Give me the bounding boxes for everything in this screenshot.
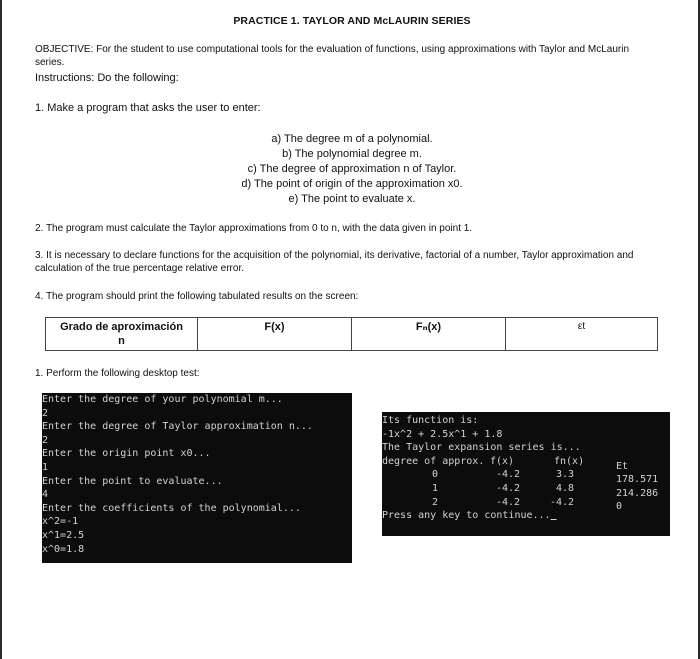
terminal-output-screenshot: [382, 412, 670, 536]
terminal-footer: [382, 509, 557, 523]
terminal-line: Its function is:: [382, 415, 479, 426]
header-fnx: Fₙ(x): [352, 318, 506, 351]
terminal-line: Enter the degree of your polynomial m...: [42, 394, 283, 405]
option-c: c) The degree of approximation n of Taylor.: [247, 163, 457, 175]
terminal-line: Enter the coefficients of the polynomial...: [42, 502, 301, 514]
objective-text: OBJECTIVE: For the student to use computational tools for the evaluation of functions, using approximations with Taylor and McLaurin: [35, 44, 630, 55]
item-2-text: 2. The program must calculate the Taylor approximations from 0 to n, with the data given in point 1.: [35, 223, 473, 234]
item-1-text: 1. Make a program that asks the user to enter:: [35, 102, 261, 114]
terminal-line: The Taylor expansion series is...: [382, 442, 581, 454]
cursor-icon: [551, 510, 557, 521]
terminal-header-et: Et: [616, 461, 629, 472]
terminal-line: 2: [42, 407, 49, 419]
terminal-line: x^2=-1: [42, 516, 79, 528]
terminal-row-fx: -4.2: [496, 483, 521, 494]
option-b: b) The polynomial degree m.: [282, 148, 422, 160]
terminal-line: 1: [42, 462, 49, 473]
terminal-row-fnx: 3.3: [556, 469, 575, 481]
page-title: PRACTICE 1. TAYLOR AND McLAURIN SERIES: [233, 15, 471, 27]
terminal-line: Enter the degree of Taylor approximation n...: [42, 421, 313, 433]
option-a: a) The degree m of a polynomial.: [271, 133, 433, 145]
item-3-text-cont: calculation of the true percentage relative error.: [35, 263, 245, 274]
terminal-line: 4: [42, 489, 49, 501]
terminal-header-fnx: fn(x): [554, 455, 585, 467]
terminal-line: 2: [42, 434, 49, 446]
item-4-text: 4. The program should print the following tabulated results on the screen:: [35, 291, 359, 302]
option-e: e) The point to evaluate x.: [288, 193, 416, 205]
terminal-line: x^0=1.8: [42, 543, 85, 555]
desktop-test-text: 1. Perform the following desktop test:: [35, 368, 200, 379]
terminal-input-screenshot: [42, 393, 352, 563]
instructions-text: Instructions: Do the following:: [35, 72, 179, 84]
results-table-header-row: [46, 318, 658, 351]
terminal-header-fx: f(x): [490, 455, 515, 467]
header-error: εt: [506, 318, 658, 351]
results-table: [45, 317, 658, 351]
header-fx: F(x): [198, 318, 352, 351]
option-d: d) The point of origin of the approximation x0.: [241, 178, 463, 190]
terminal-row-fx: -4.2: [496, 496, 521, 508]
item-3-text: 3. It is necessary to declare functions for the acquisition of the polynomial, its derivative, factorial of a number, Taylor approximation and: [35, 250, 634, 261]
terminal-row-et: 0: [616, 501, 623, 513]
terminal-line: -1x^2 + 2.5x^1 + 1.8: [382, 428, 503, 440]
header-degree-n: n: [118, 335, 125, 347]
header-degree-label: Grado de aproximación: [60, 321, 183, 333]
terminal-row-fnx: 4.8: [556, 483, 575, 494]
terminal-row-n: 0: [432, 469, 439, 481]
terminal-row-fx: -4.2: [496, 469, 521, 481]
terminal-row-fnx: -4.2: [550, 496, 575, 508]
terminal-row-n: 1: [432, 483, 439, 494]
terminal-row-n: 2: [432, 496, 439, 508]
terminal-row-et: 214.286: [616, 487, 659, 499]
terminal-line: x^1=2.5: [42, 530, 85, 541]
objective-text-cont: series.: [35, 57, 65, 68]
terminal-footer-text: Press any key to continue...: [382, 510, 551, 522]
terminal-line: Enter the point to evaluate...: [42, 475, 223, 487]
terminal-line: Enter the origin point x0...: [42, 448, 211, 460]
terminal-row-et: 178.571: [616, 474, 659, 485]
terminal-header-degree: degree of approx.: [382, 455, 485, 467]
header-degree: [46, 318, 198, 351]
